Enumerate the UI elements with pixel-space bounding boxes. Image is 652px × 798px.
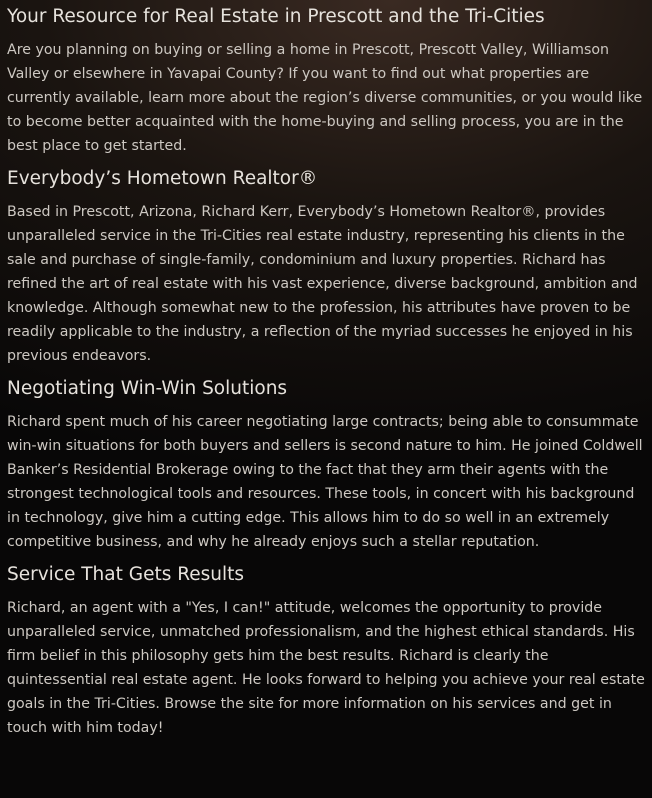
section-resource (7, 4, 648, 158)
section-heading-hometown-realtor: Everybody’s Hometown Realtor® (7, 168, 318, 189)
section-heading-service-results: Service That Gets Results (7, 564, 245, 585)
section-negotiating (7, 376, 648, 554)
section-body-resource: Are you planning on buying or selling a home in Prescott, Prescott Valley, Williamson Valley or elsewhere in Yavapai County? If you want to find out what properties are currently available, learn more about the region’s diverse communities, or you would like to become better acquainted with the home-buying and selling process, you are in the best place to get started. (7, 42, 643, 154)
section-heading-resource: Your Resource for Real Estate in Prescott and the Tri-Cities (7, 6, 545, 27)
section-body-service-results: Richard, an agent with a "Yes, I can!" attitude, welcomes the opportunity to provide unparalleled service, unmatched professionalism, and the highest ethical standards. His firm belief in this philosophy gets him the best results. Richard is clearly the quintessential real estate agent. He looks forward to helping you achieve your real estate goals in the Tri-Cities. Browse the site for more information on his services and get in touch with him today! (7, 600, 645, 736)
section-service-results (7, 562, 648, 740)
section-heading-negotiating: Negotiating Win-Win Solutions (7, 378, 288, 399)
section-hometown-realtor (7, 166, 648, 368)
section-body-negotiating: Richard spent much of his career negotiating large contracts; being able to consummate win-win situations for both buyers and sellers is second nature to him. He joined Coldwell Banker’s Residential Brokerage owing to the fact that they arm their agents with the strongest technological tools and resources. These tools, in concert with his background in technology, give him a cutting edge. This allows him to do so well in an extremely competitive business, and why he already enjoys such a stellar reputation. (7, 414, 643, 550)
section-body-hometown-realtor: Based in Prescott, Arizona, Richard Kerr, Everybody’s Hometown Realtor®, provides unparalleled service in the Tri-Cities real estate industry, representing his clients in the sale and purchase of single-family, condominium and luxury properties. Richard has refined the art of real estate with his vast experience, diverse background, ambition and knowledge. Although somewhat new to the profession, his attributes have proven to be readily applicable to the industry, a reflection of the myriad successes he enjoyed in his previous endeavors. (7, 204, 638, 364)
